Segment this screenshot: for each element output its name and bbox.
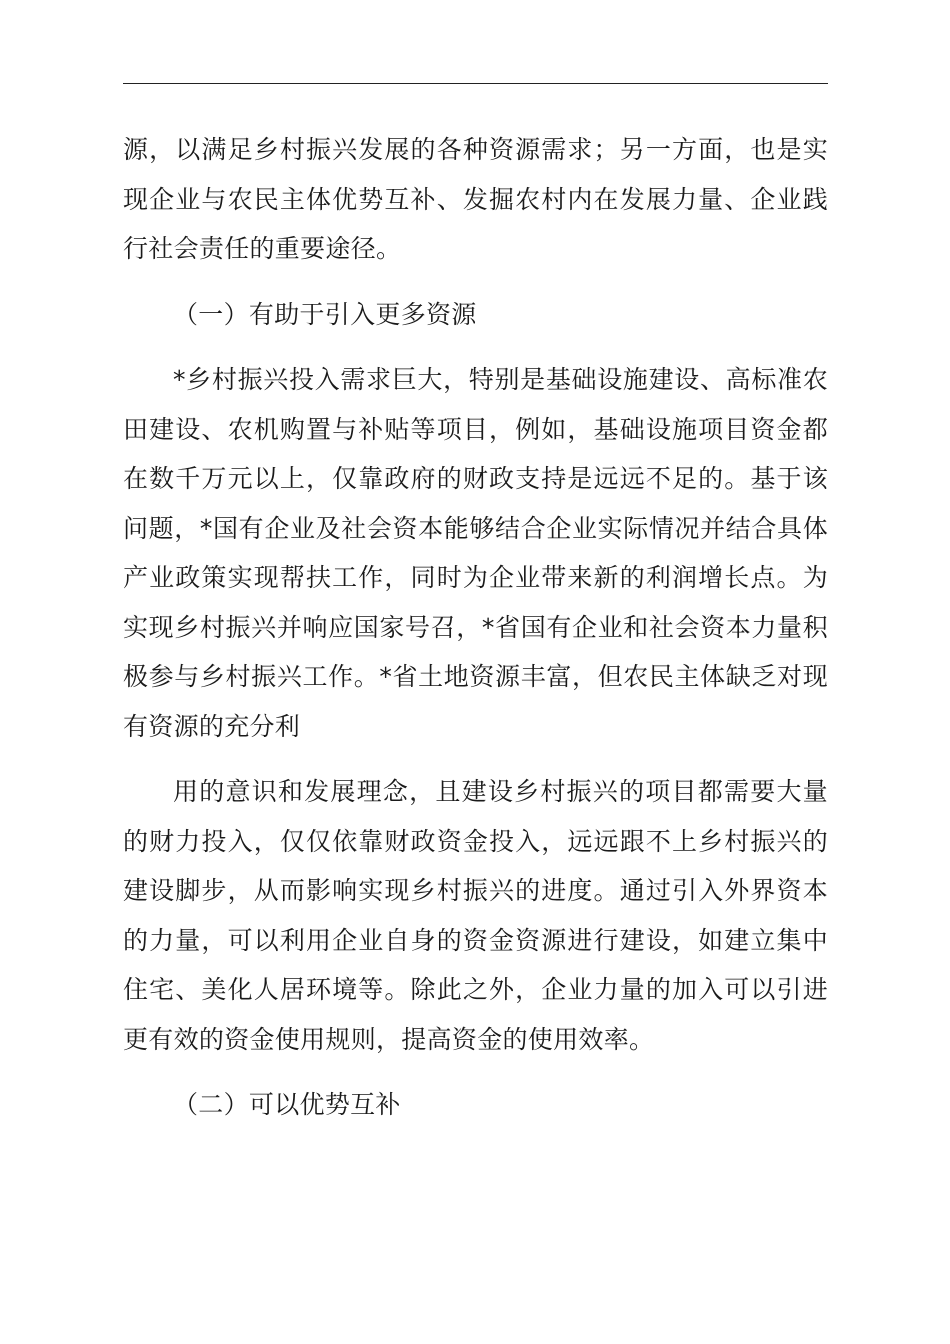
paragraph-spacer [123, 751, 828, 767]
paragraph-spacer [123, 339, 828, 355]
paragraph-spacer [123, 274, 828, 290]
header-rule [123, 83, 828, 84]
section-heading-1: （一）有助于引入更多资源 [173, 299, 477, 329]
paragraph-capital: 用的意识和发展理念，且建设乡村振兴的项目都需要大量的财力投入，仅仅依靠财政资金投入，远远跟不上乡村振兴的建设脚步，从而影响实现乡村振兴的进度。通过引入外界资本的力量，可以利用企业自身的资金资源进行建设，如建立集中住宅、美化人居环境等。除此之外，企业力量的加入可以引进更有效的资金使用规则，提高资金的使用效率。 [123, 777, 828, 1054]
paragraph-continuation: 源，以满足乡村振兴发展的各种资源需求；另一方面，也是实现企业与农民主体优势互补、发掘农村内在发展力量、企业践行社会责任的重要途径。 [123, 135, 828, 263]
paragraph-resources: *乡村振兴投入需求巨大，特别是基础设施建设、高标准农田建设、农机购置与补贴等项目，例如，基础设施项目资金都在数千万元以上，仅靠政府的财政支持是远远不足的。基于该问题，*国有企业及社会资本能够结合企业实际情况并结合具体产业政策实现帮扶工作，同时为企业带来新的利润增长点。为实现乡村振兴并响应国家号召，*省国有企业和社会资本力量积极参与乡村振兴工作。*省土地资源丰富，但农民主体缺乏对现有资源的充分利 [123, 365, 828, 741]
paragraph-spacer [123, 1064, 828, 1080]
document-body [123, 125, 828, 1130]
section-heading-2: （二）可以优势互补 [173, 1090, 401, 1119]
